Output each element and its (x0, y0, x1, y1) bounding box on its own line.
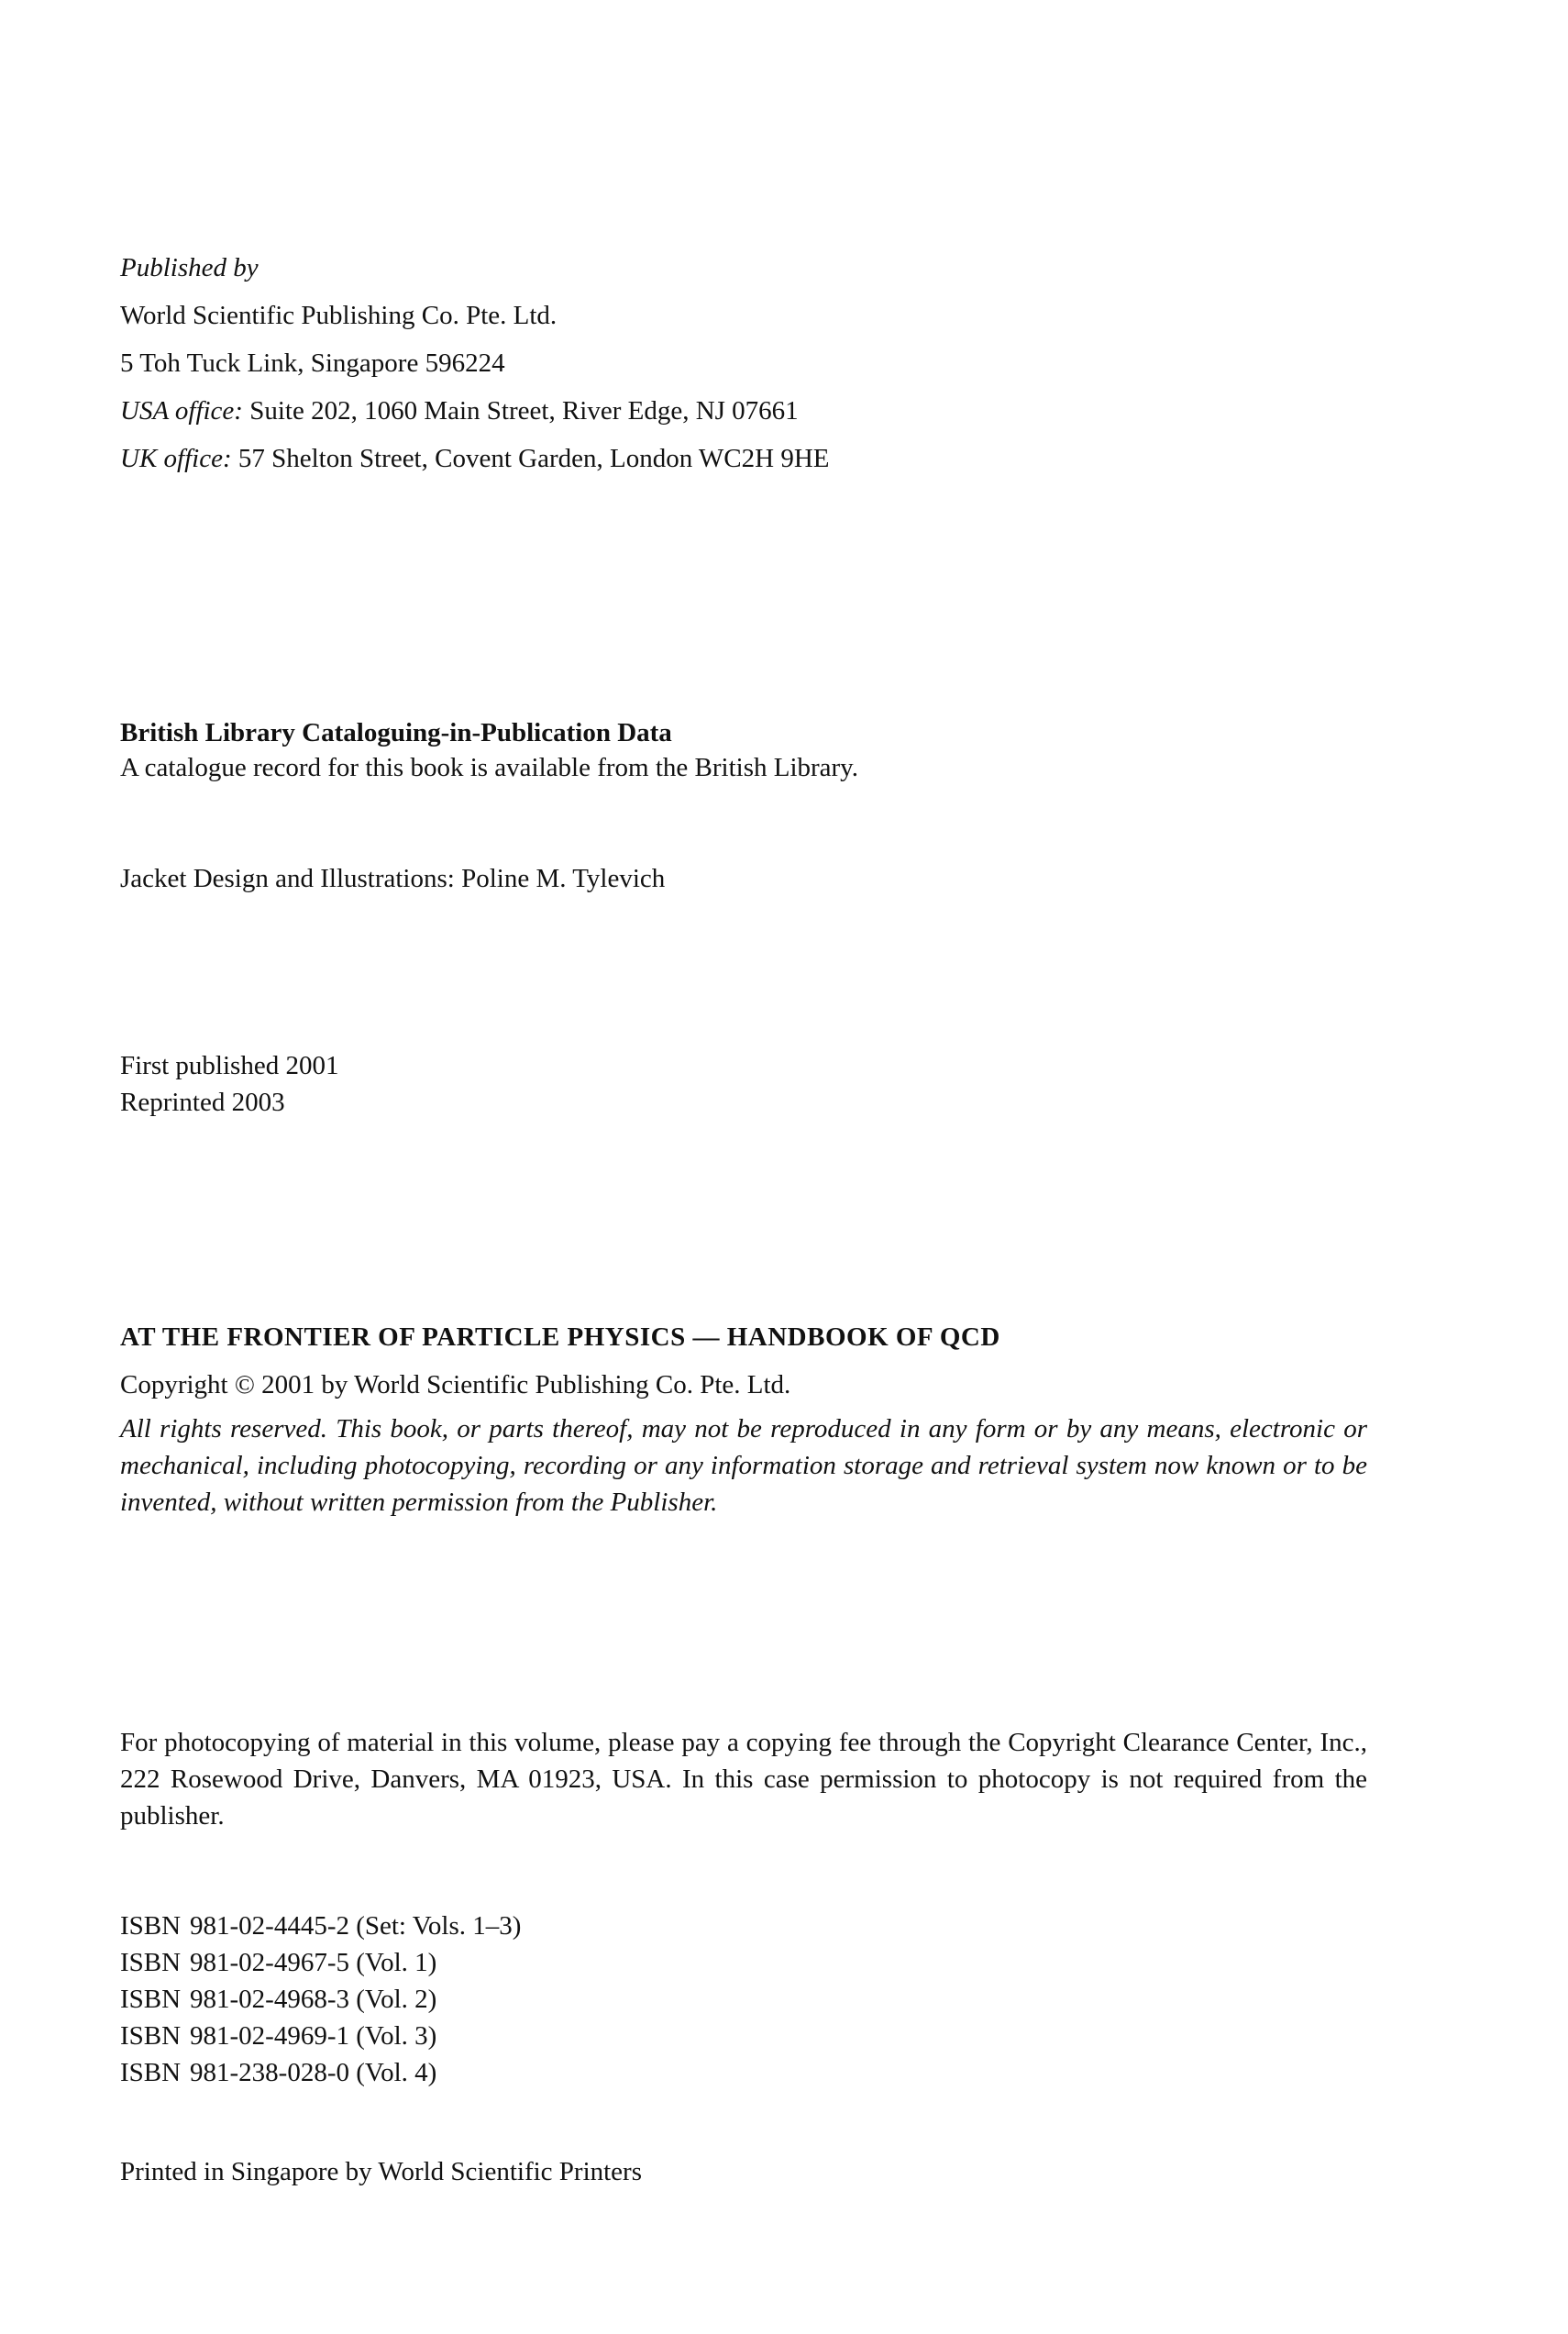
isbn-list (120, 1908, 1367, 2091)
usa-office-line (120, 393, 1367, 429)
rights-statement: All rights reserved. This book, or parts thereof, may not be reproduced in any form or by any means, electronic or mechanical, including photocopying, recording or any information storage and retrieval system now known or to be invented, without written permission from the Publisher. (120, 1414, 1367, 1517)
isbn-value: 981-02-4445-2 (Set: Vols. 1–3) (190, 1911, 522, 1941)
usa-office-address: Suite 202, 1060 Main Street, River Edge, NJ 07661 (249, 396, 799, 426)
isbn-row (120, 2018, 1367, 2054)
isbn-prefix: ISBN (120, 1948, 182, 1977)
isbn-row (120, 2054, 1367, 2091)
title-copyright-block (120, 1319, 1367, 1521)
first-published: First published 2001 (120, 1051, 339, 1080)
jacket-credit-text: Jacket Design and Illustrations: Poline M. Tylevich (120, 864, 666, 893)
isbn-prefix: ISBN (120, 1985, 182, 2014)
isbn-value: 981-02-4969-1 (Vol. 3) (190, 2021, 437, 2051)
uk-office-label: UK office: (120, 444, 232, 473)
cip-heading: British Library Cataloguing-in-Publication Data (120, 718, 672, 747)
isbn-value: 981-02-4968-3 (Vol. 2) (190, 1985, 437, 2014)
isbn-row (120, 1908, 1367, 1944)
isbn-value: 981-02-4967-5 (Vol. 1) (190, 1948, 437, 1977)
cip-text: A catalogue record for this book is available from the British Library. (120, 753, 859, 782)
jacket-credit (120, 860, 1367, 897)
copyright-line: Copyright © 2001 by World Scientific Publishing Co. Pte. Ltd. (120, 1370, 791, 1399)
uk-office-address: 57 Shelton Street, Covent Garden, London WC2H 9HE (237, 444, 830, 473)
isbn-prefix: ISBN (120, 1911, 182, 1941)
printer-credit (120, 2153, 1367, 2190)
uk-office-line (120, 440, 1367, 477)
isbn-prefix: ISBN (120, 2058, 182, 2087)
published-by-label: Published by (120, 253, 259, 282)
cip-block (120, 715, 1367, 785)
photocopy-notice: For photocopying of material in this volume, please pay a copying fee through the Copyright Clearance Center, Inc., 222 Rosewood Drive, Danvers, MA 01923, USA. In this case permission to photocopy is not required from the publisher. (120, 1728, 1367, 1831)
book-title: AT THE FRONTIER OF PARTICLE PHYSICS — HANDBOOK OF QCD (120, 1322, 1000, 1352)
isbn-prefix: ISBN (120, 2021, 182, 2051)
reprinted: Reprinted 2003 (120, 1088, 285, 1117)
usa-office-label: USA office: (120, 396, 243, 426)
publisher-address: 5 Toh Tuck Link, Singapore 596224 (120, 348, 505, 378)
publisher-block (120, 249, 1367, 477)
isbn-row (120, 1944, 1367, 1981)
printer-credit-text: Printed in Singapore by World Scientific Printers (120, 2157, 642, 2186)
isbn-value: 981-238-028-0 (Vol. 4) (190, 2058, 437, 2087)
publisher-name: World Scientific Publishing Co. Pte. Ltd. (120, 301, 558, 330)
isbn-row (120, 1981, 1367, 2018)
publication-history (120, 1047, 1367, 1121)
